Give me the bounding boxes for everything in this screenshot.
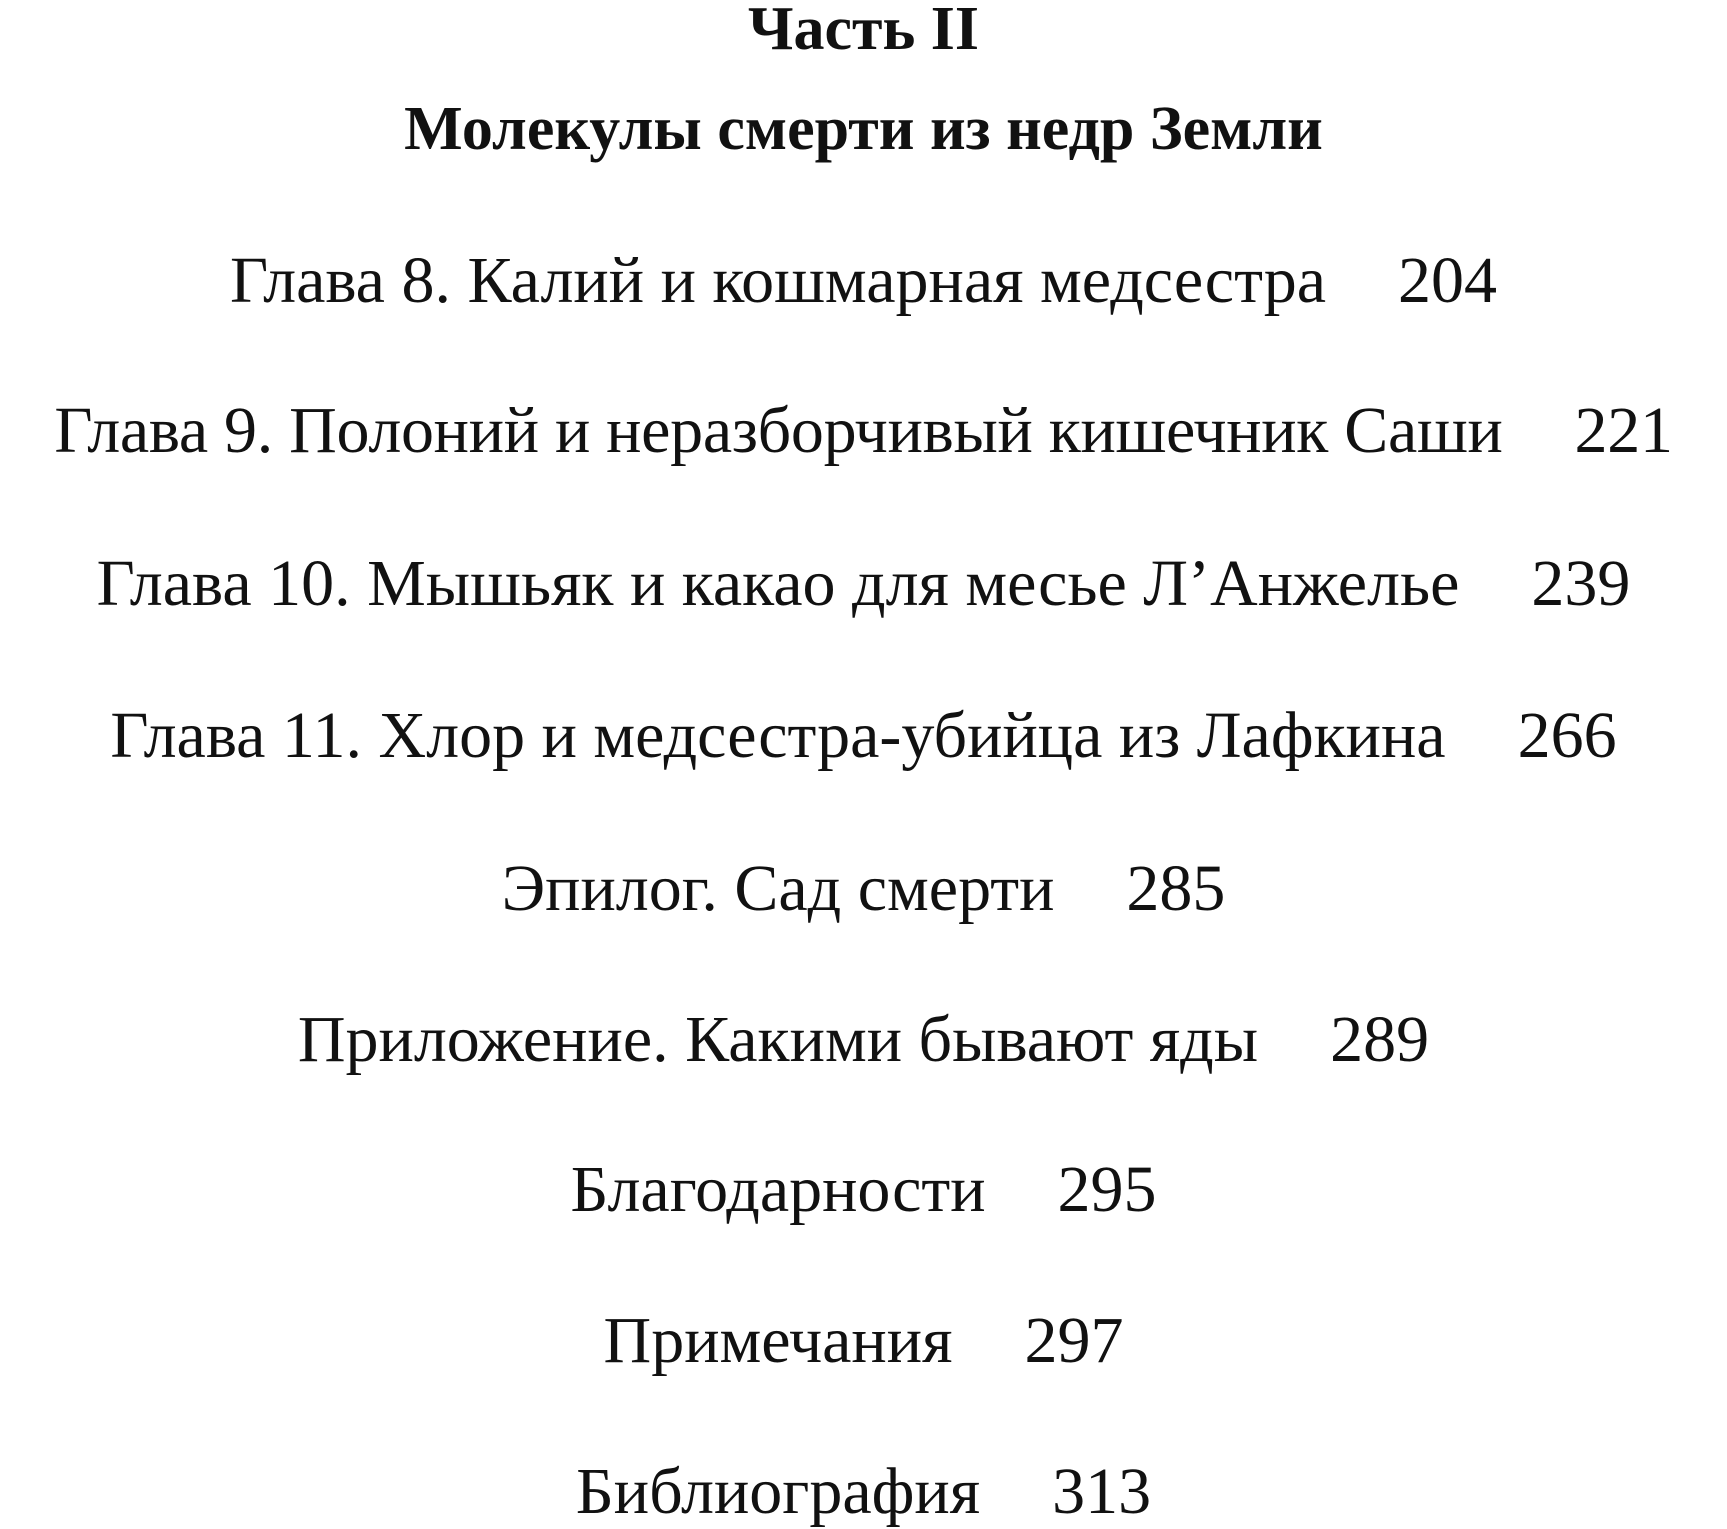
toc-entry-title: Благодарности [570,1153,986,1226]
toc-entry-title: Глава 11. Хлор и медсестра-убийца из Лафкина [110,699,1446,772]
toc-entry [0,1153,1727,1226]
toc-entry [0,1455,1727,1528]
toc-entry-title: Глава 9. Полоний и неразборчивый кишечник Саши [54,394,1503,467]
toc-entry-page: 204 [1398,244,1498,317]
toc-entry-title: Примечания [603,1304,953,1377]
toc-entry-title: Библиография [575,1455,981,1528]
toc-entry-title: Глава 8. Калий и кошмарная медсестра [229,244,1327,317]
toc-entry-page: 297 [1024,1304,1124,1377]
toc-entry-page: 295 [1057,1153,1157,1226]
toc-entry [0,852,1727,925]
toc-entry-page: 285 [1126,852,1226,925]
toc-entry [0,1304,1727,1377]
toc-entry [0,699,1727,772]
toc-entry [0,394,1727,467]
toc-entry-title: Эпилог. Сад смерти [501,852,1055,925]
toc-entry [0,547,1727,620]
toc-entry-title: Приложение. Какими бывают яды [297,1003,1259,1076]
toc-entry-page: 221 [1574,394,1673,467]
toc-entry-page: 239 [1531,547,1631,620]
toc-entry-page: 313 [1052,1455,1152,1528]
toc-entry-page: 266 [1517,699,1617,772]
toc-entry [0,244,1727,317]
toc-entry-page: 289 [1330,1003,1430,1076]
part-number-heading: Часть II [747,0,980,63]
toc-entry-title: Глава 10. Мышьяк и какао для месье Л’Анжелье [96,547,1460,620]
toc-entry [0,1003,1727,1076]
part-title-heading: Молекулы смерти из недр Земли [404,95,1323,163]
